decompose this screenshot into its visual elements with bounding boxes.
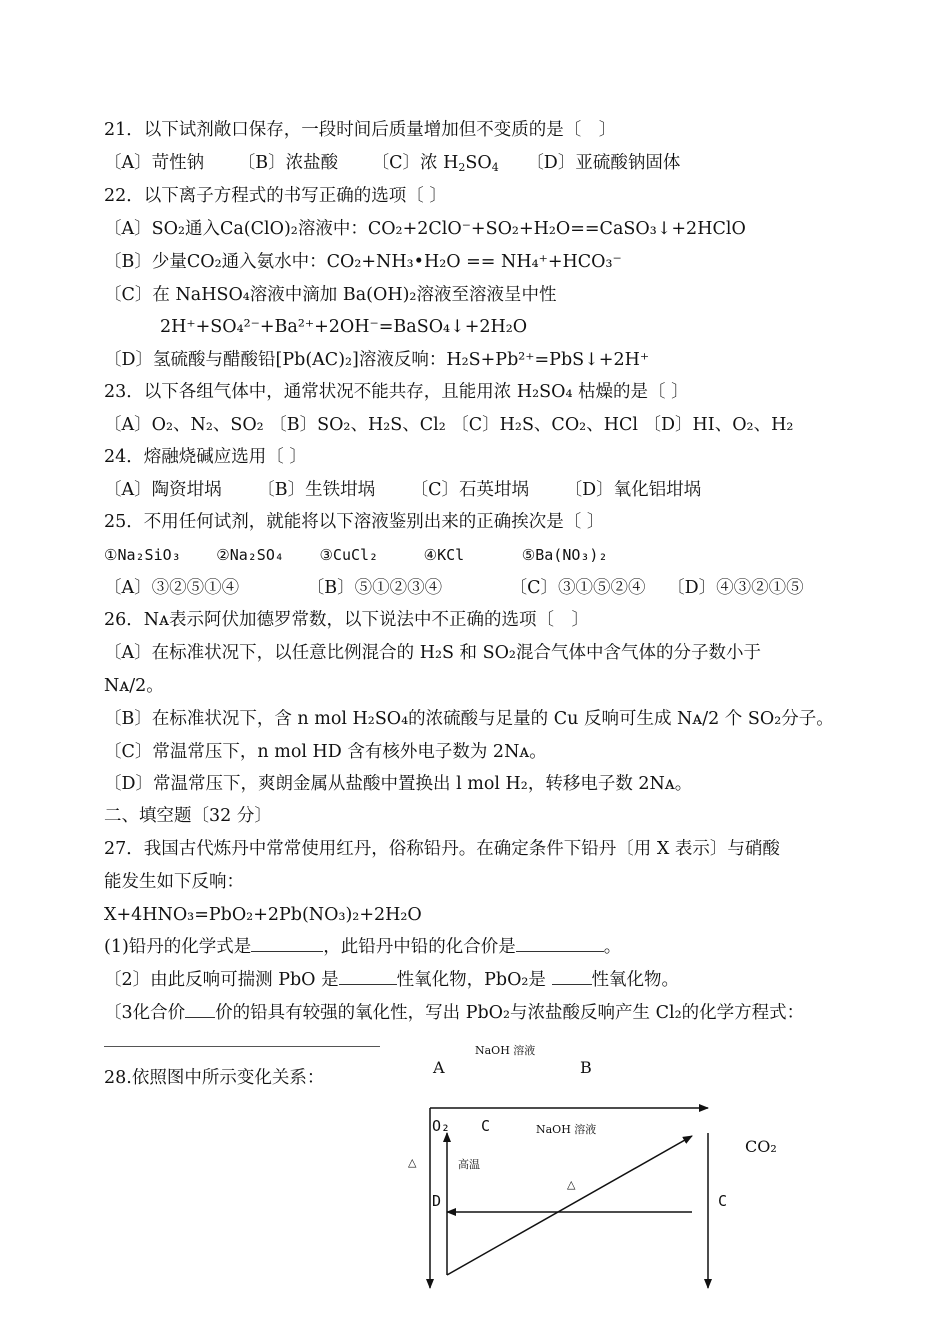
- q21-option-b: 〔B〕浓盐酸: [237, 153, 339, 173]
- label-b: B: [580, 1058, 592, 1077]
- q24-option-d: 〔D〕氧化铝坩埚: [564, 480, 702, 500]
- q21-stem: 21．以下试剂敞口保存，一段时间后质量增加但不变质的是〔 〕: [104, 120, 617, 140]
- q25-option-d: 〔D〕④③②①⑤: [667, 578, 804, 598]
- q27-part2: 〔2〕由此反响可揣测 PbO 是 性氧化物，PbO₂是 性氧化物。: [104, 970, 679, 990]
- label-c-right: C: [718, 1192, 728, 1210]
- q25-solution-5: ⑤Ba(NO₃)₂: [521, 546, 608, 564]
- q25-solution-2: ②Na₂SO₄: [216, 546, 284, 564]
- q27-part1: (1)铅丹的化学式是 ，此铅丹中铅的化合价是 。: [104, 937, 622, 957]
- q25-solution-3: ③CuCl₂: [319, 546, 379, 564]
- q23-options: 〔A〕O₂、N₂、SO₂ 〔B〕SO₂、H₂S、Cl₂ 〔C〕H₂S、CO₂、HCl 〔D〕HI、O₂、H₂: [104, 415, 794, 435]
- q26-stem: 26．Nᴀ表示阿伏加德罗常数，以下说法中不正确的选项〔 〕: [104, 610, 589, 630]
- q26-option-b: 〔B〕在标准状况下，含 n mol H₂SO₄的浓硫酸与足量的 Cu 反响可生成 Nᴀ/2 个 SO₂分子。: [104, 709, 834, 729]
- q25-solution-1: ①Na₂SiO₃: [104, 546, 181, 564]
- label-c-top: C: [481, 1117, 491, 1135]
- label-gaowen: 高温: [458, 1158, 480, 1171]
- q22-option-c-equation: 2H⁺+SO₄²⁻+Ba²⁺+2OH⁻=BaSO₄↓+2H₂O: [160, 317, 528, 337]
- q22-option-b: 〔B〕少量CO₂通入氨水中：CO₂+NH₃•H₂O == NH₄⁺+HCO₃⁻: [104, 252, 622, 272]
- q22-option-d: 〔D〕氢硫酸与醋酸铅[Pb(AC)₂]溶液反响：H₂S+Pb²⁺=PbS↓+2H⁺: [104, 350, 650, 370]
- q22-option-c: 〔C〕在 NaHSO₄溶液中滴加 Ba(OH)₂溶液至溶液呈中性: [104, 285, 557, 305]
- q25-option-c: 〔C〕③①⑤②④: [509, 578, 646, 598]
- q22-stem: 22．以下离子方程式的书写正确的选项〔 〕: [104, 186, 447, 206]
- q24-option-a: 〔A〕陶资坩埚: [104, 480, 222, 500]
- label-delta-left: △: [408, 1156, 417, 1169]
- q26-option-c: 〔C〕常温常压下，n mol HD 含有核外电子数为 2Nᴀ。: [104, 742, 547, 762]
- q21-option-a: 〔A〕苛性钠: [104, 153, 205, 173]
- section-fill-in-heading: 二、填空题〔32 分〕: [104, 806, 272, 826]
- arrow-d-to-b-diagonal: [447, 1136, 692, 1275]
- q24-option-c: 〔C〕石英坩埚: [410, 480, 530, 500]
- q22-option-a: 〔A〕SO₂通入Ca(ClO)₂溶液中：CO₂+2ClO⁻+SO₂+H₂O==CaSO₃↓+2HClO: [104, 219, 746, 239]
- q21-option-d: 〔D〕亚硫酸钠固体: [526, 153, 681, 173]
- q27-equation: X+4HNO₃=PbO₂+2Pb(NO₃)₂+2H₂O: [104, 905, 422, 925]
- label-d: D: [432, 1192, 442, 1210]
- q25-solution-4: ④KCl: [423, 546, 465, 564]
- q24-stem: 24．熔融烧碱应选用〔 〕: [104, 447, 307, 467]
- q27-stem-line1: 27．我国古代炼丹中常常使用红丹，俗称铅丹。在确定条件下铅丹〔用 X 表示〕与硝酸: [104, 839, 780, 859]
- q23-stem: 23．以下各组气体中，通常状况不能共存，且能用浓 H₂SO₄ 枯燥的是〔 〕: [104, 382, 689, 402]
- q24-option-b: 〔B〕生铁坩埚: [257, 480, 376, 500]
- label-delta-mid: △: [567, 1178, 576, 1191]
- q28-stem: 28.依照图中所示变化关系：: [104, 1068, 325, 1088]
- label-a: A: [433, 1058, 445, 1077]
- q25-stem: 25．不用任何试剂，就能将以下溶液鉴别出来的正确挨次是〔 〕: [104, 512, 605, 532]
- q25-option-b: 〔B〕⑤①②③④: [306, 578, 443, 598]
- q27-part3: 〔3化合价 价的铅具有较强的氧化性，写出 PbO₂与浓盐酸反响产生 Cl₂的化学方程式：: [104, 1003, 805, 1023]
- q27-stem-line2: 能发生如下反响：: [104, 872, 244, 892]
- q25-option-a: 〔A〕③②⑤①④: [104, 578, 240, 598]
- q21-option-c: 〔C〕浓 $H_2SO_4$: [371, 153, 499, 174]
- q26-option-d: 〔D〕常温常压下，爽朗金属从盐酸中置换出 l mol H₂，转移电子数 2Nᴀ。: [104, 774, 693, 794]
- q26-option-a-line1: 〔A〕在标准状况下，以任意比例混合的 H₂S 和 SO₂混合气体中含气体的分子数小于: [104, 643, 761, 663]
- q26-option-a-line2: Nᴀ/2。: [104, 676, 164, 696]
- label-naoh-mid: NaOH 溶液: [536, 1123, 597, 1136]
- label-naoh-top: NaOH 溶液: [475, 1044, 536, 1057]
- label-co2: CO₂: [745, 1137, 777, 1156]
- label-o2: O₂: [432, 1117, 451, 1135]
